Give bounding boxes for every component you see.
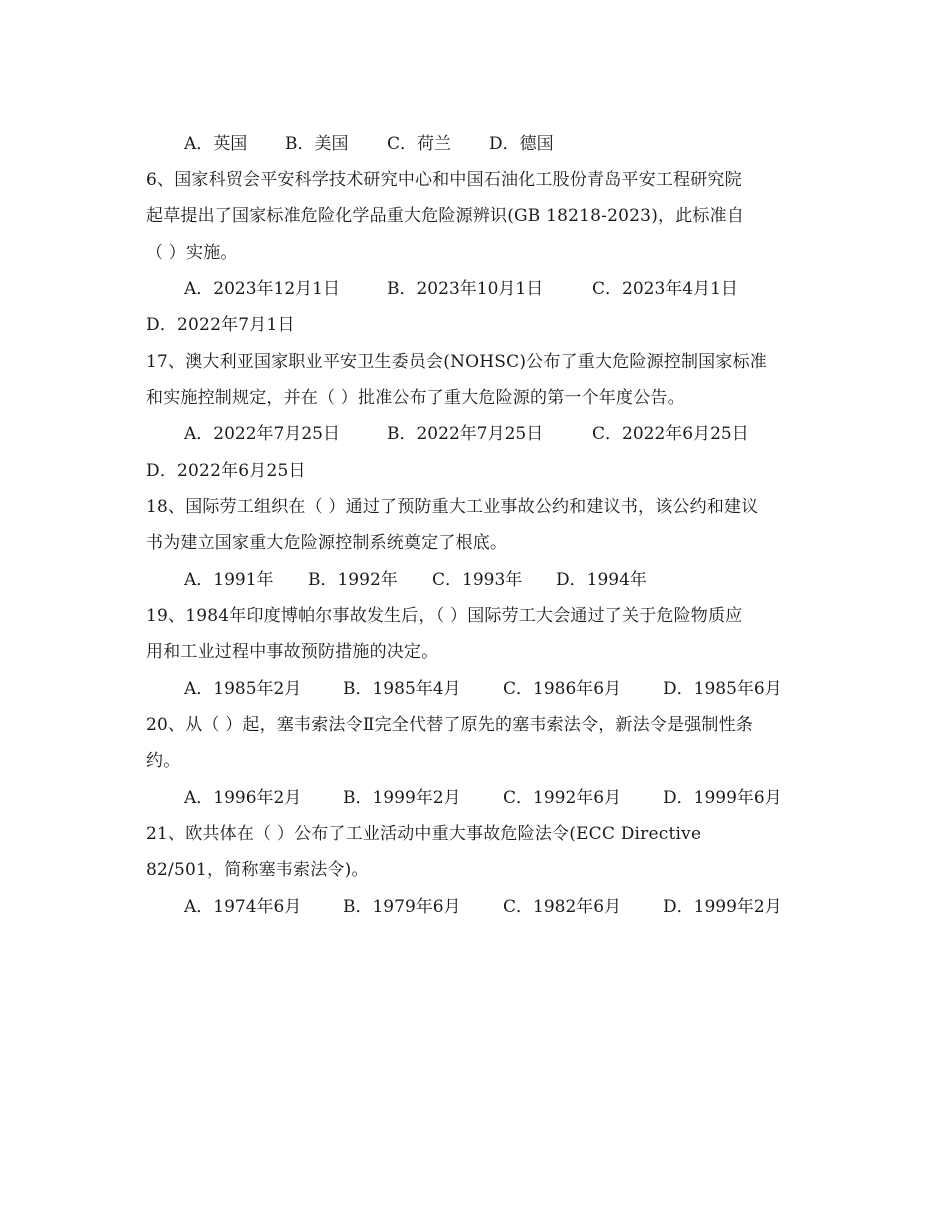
option-a: A．1996年2月 (184, 788, 302, 808)
option-d: D．1999年2月 (663, 897, 782, 917)
option-a: A．1991年 (184, 570, 274, 590)
option-d: D．德国 (489, 134, 554, 154)
option-b: B．1979年6月 (343, 897, 461, 917)
option-a: A．1974年6月 (184, 897, 302, 917)
question-6-line-2: 起草提出了国家标准危险化学品重大危险源辨识(GB 18218-2023)，此标准自 (146, 206, 745, 226)
option-c: C．荷兰 (387, 134, 452, 154)
option-c: C．1992年6月 (503, 788, 622, 808)
option-c: C．1986年6月 (503, 679, 622, 699)
option-a: A．1985年2月 (184, 679, 302, 699)
question-18-line-1: 18、国际劳工组织在（ ）通过了预防重大工业事故公约和建议书，该公约和建议 (146, 497, 759, 517)
option-b: B．1992年 (308, 570, 398, 590)
question-6-line-1: 6、国家科贸会平安科学技术研究中心和中国石油化工股份青岛平安工程研究院 (146, 170, 742, 190)
option-b: B．2023年10月1日 (387, 279, 544, 299)
question-17-line-1: 17、澳大利亚国家职业平安卫生委员会(NOHSC)公布了重大危险源控制国家标准 (146, 352, 767, 372)
option-b: B．2022年7月25日 (387, 424, 544, 444)
option-c: C．2023年4月1日 (592, 279, 738, 299)
question-21-line-2: 82/501，简称塞韦索法令)。 (146, 860, 369, 880)
option-d: D．1994年 (556, 570, 647, 590)
option-b: B．1999年2月 (343, 788, 461, 808)
question-17-line-2: 和实施控制规定，并在（ ）批准公布了重大危险源的第一个年度公告。 (146, 388, 685, 408)
question-19-line-1: 19、1984年印度博帕尔事故发生后，（ ）国际劳工大会通过了关于危险物质应 (146, 606, 743, 626)
question-19-line-2: 用和工业过程中事故预防措施的决定。 (146, 642, 439, 662)
option-d: D．1985年6月 (663, 679, 782, 699)
question-17-option-d: D．2022年6月25日 (146, 461, 306, 481)
question-20-line-1: 20、从（ ）起，塞韦索法令Ⅱ完全代替了原先的塞韦索法令，新法令是强制性条 (146, 715, 753, 735)
option-b: B．1985年4月 (343, 679, 461, 699)
option-a: A．2022年7月25日 (184, 424, 340, 444)
option-a: A．2023年12月1日 (184, 279, 340, 299)
question-21-line-1: 21、欧共体在（ ）公布了工业活动中重大事故危险法令(ECC Directive (146, 824, 702, 844)
question-6-line-3: （ ）实施。 (146, 243, 238, 263)
option-b: B．美国 (285, 134, 349, 154)
question-20-line-2: 约。 (146, 751, 181, 771)
question-6-option-d: D．2022年7月1日 (146, 315, 295, 335)
option-d: D．1999年6月 (663, 788, 782, 808)
option-c: C．1982年6月 (503, 897, 622, 917)
option-c: C．2022年6月25日 (592, 424, 749, 444)
option-c: C．1993年 (432, 570, 523, 590)
question-18-line-2: 书为建立国家重大危险源控制系统奠定了根底。 (146, 533, 508, 553)
option-a: A．英国 (184, 134, 248, 154)
